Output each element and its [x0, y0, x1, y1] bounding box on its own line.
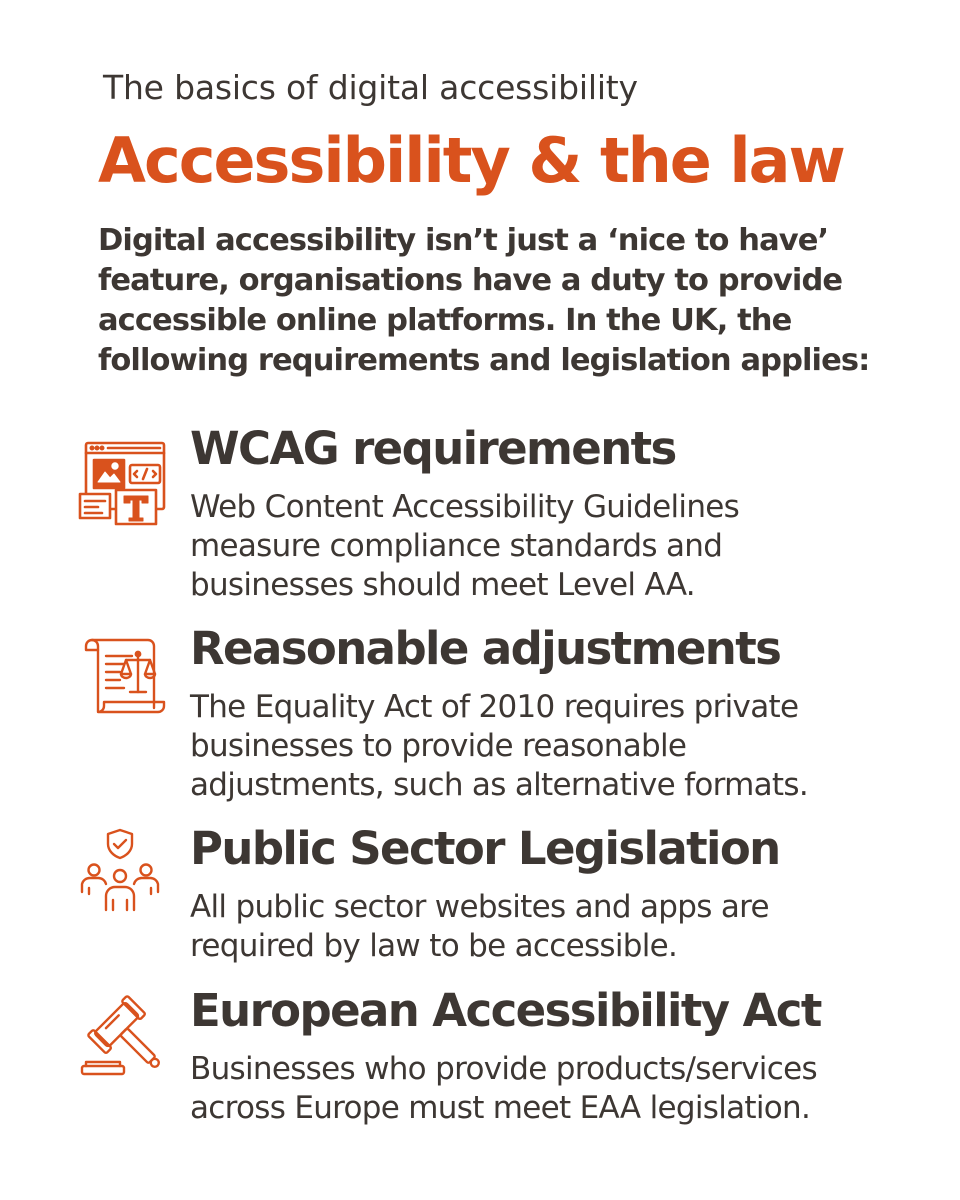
intro-line: accessible online platforms. In the UK, the: [98, 303, 792, 338]
description-line: required by law to be accessible.: [190, 928, 678, 964]
item-description: [190, 488, 739, 605]
intro-paragraph: [98, 221, 898, 381]
intro-line: Digital accessibility isn’t just a ‘nice to have’: [98, 223, 829, 258]
description-line: businesses should meet Level AA.: [190, 567, 695, 603]
people-shield-icon: [74, 820, 170, 916]
item-description: [190, 688, 808, 805]
description-line: adjustments, such as alternative formats.: [190, 767, 808, 803]
description-line: measure compliance standards and: [190, 528, 723, 564]
description-line: All public sector websites and apps are: [190, 889, 769, 925]
item-title: Public Sector Legislation: [190, 822, 780, 875]
item-title: European Accessibility Act: [190, 984, 821, 1037]
page-title: Accessibility & the law: [98, 124, 844, 197]
description-line: Businesses who provide products/services: [190, 1051, 817, 1087]
description-line: across Europe must meet EAA legislation.: [190, 1090, 811, 1126]
web-design-icon: [74, 430, 170, 526]
gavel-icon: [74, 986, 170, 1082]
item-title: WCAG requirements: [190, 422, 676, 475]
legal-scroll-scales-icon: [74, 628, 170, 724]
item-description: [190, 1050, 817, 1128]
description-line: Web Content Accessibility Guidelines: [190, 489, 740, 525]
page-subtitle: The basics of digital accessibility: [103, 68, 638, 107]
intro-line: feature, organisations have a duty to provide: [98, 263, 843, 298]
item-description: [190, 888, 769, 966]
item-title: Reasonable adjustments: [190, 622, 781, 675]
description-line: businesses to provide reasonable: [190, 728, 687, 764]
intro-line: following requirements and legislation applies:: [98, 343, 870, 378]
description-line: The Equality Act of 2010 requires private: [190, 689, 799, 725]
